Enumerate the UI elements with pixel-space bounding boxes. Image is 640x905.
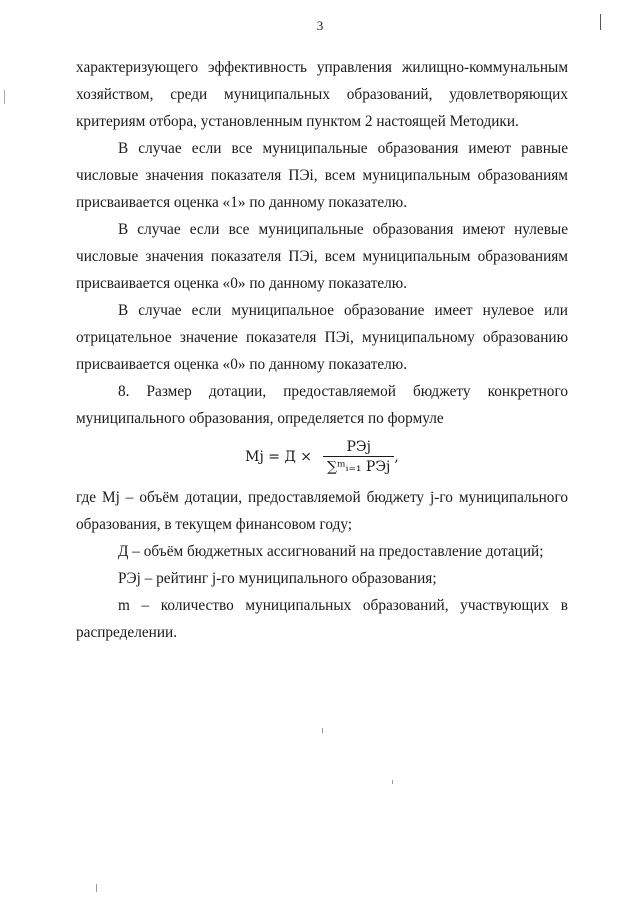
formula-fraction bbox=[323, 439, 394, 476]
page-number: 3 bbox=[316, 18, 324, 33]
definition-mj: где Мj – объём дотации, предоставляемой бюджету j-го муниципального образования, в текущем финансовом году; bbox=[76, 489, 568, 533]
scan-artifact-mid bbox=[322, 728, 323, 733]
paragraph-equal-values: В случае если все муниципальные образования имеют равные числовые значения показателя ПЭi, всем муниципальным образованиям присваивается оценка «1» по данному показателю. bbox=[76, 140, 568, 211]
definition-rej: РЭj – рейтинг j-го муниципального образования; bbox=[118, 570, 437, 587]
document-body bbox=[76, 54, 568, 646]
formula-numerator: РЭj bbox=[346, 438, 371, 455]
scan-artifact-top-right bbox=[600, 14, 601, 30]
subsidy-formula bbox=[76, 434, 568, 480]
paragraph-item-8: 8. Размер дотации, предоставляемой бюджету конкретного муниципального образования, определяется по формуле bbox=[76, 383, 568, 427]
formula-denominator: ∑ᵐᵢ₌₁ РЭj bbox=[323, 456, 394, 476]
paragraph-negative-value: В случае если муниципальное образование имеет нулевое или отрицательное значение показателя ПЭi, муниципальному образованию присваивается оценка «0» по данному показателю. bbox=[76, 302, 568, 373]
formula-lhs: Мj = Д × bbox=[245, 448, 313, 465]
scan-artifact-bottom-left bbox=[96, 884, 97, 892]
scan-artifact-lower bbox=[392, 780, 393, 784]
paragraph-continuation: характеризующего эффективность управления жилищно-коммунальным хозяйством, среди муниципальных образований, удовлетворяющих критериям отбора, установленным пунктом 2 настоящей Методики. bbox=[76, 59, 568, 130]
formula-trailing-comma: , bbox=[394, 448, 399, 465]
definition-d: Д – объём бюджетных ассигнований на предоставление дотаций; bbox=[118, 543, 544, 560]
paragraph-zero-values: В случае если все муниципальные образования имеют нулевые числовые значения показателя ПЭi, всем муниципальным образованиям присваивается оценка «0» по данному показателю. bbox=[76, 221, 568, 292]
definition-m: m – количество муниципальных образований, участвующих в распределении. bbox=[76, 597, 568, 641]
scan-artifact-left-edge bbox=[4, 90, 5, 104]
